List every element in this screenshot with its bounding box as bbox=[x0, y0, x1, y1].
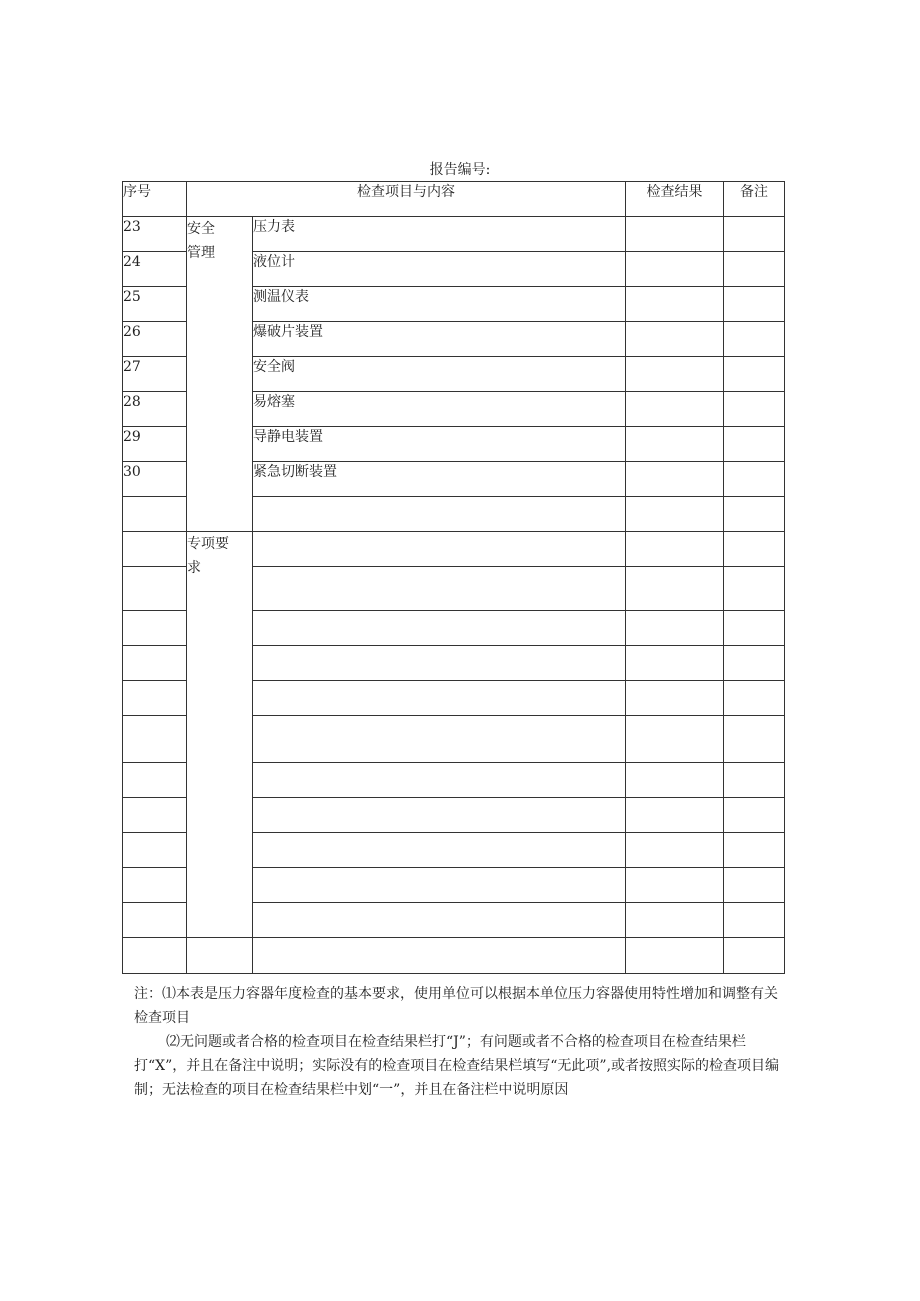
table-row bbox=[123, 532, 785, 567]
remark-cell[interactable] bbox=[724, 322, 785, 357]
remark-cell[interactable] bbox=[724, 938, 785, 974]
result-cell[interactable] bbox=[626, 868, 724, 903]
result-cell[interactable] bbox=[626, 763, 724, 798]
row-item: 导静电装置 bbox=[253, 427, 626, 462]
result-cell[interactable] bbox=[626, 646, 724, 681]
report-number-label: 报告编号: bbox=[429, 162, 491, 178]
row-seq bbox=[123, 611, 187, 646]
remark-cell[interactable] bbox=[724, 497, 785, 532]
header-seq: 序号 bbox=[123, 182, 187, 217]
result-cell[interactable] bbox=[626, 322, 724, 357]
row-item[interactable] bbox=[253, 938, 626, 974]
row-item[interactable] bbox=[253, 611, 626, 646]
row-seq bbox=[123, 763, 187, 798]
header-content: 检查项目与内容 bbox=[187, 182, 626, 217]
remark-cell[interactable] bbox=[724, 427, 785, 462]
result-cell[interactable] bbox=[626, 217, 724, 252]
remark-cell[interactable] bbox=[724, 217, 785, 252]
row-seq bbox=[123, 938, 187, 974]
row-seq: 29 bbox=[123, 427, 187, 462]
remark-cell[interactable] bbox=[724, 681, 785, 716]
category-label-line: 管理 bbox=[187, 245, 215, 261]
header-result: 检查结果 bbox=[626, 182, 724, 217]
remark-cell[interactable] bbox=[724, 357, 785, 392]
inspection-table bbox=[122, 181, 785, 974]
row-seq bbox=[123, 798, 187, 833]
row-item[interactable] bbox=[253, 798, 626, 833]
category-label-line: 专项要 bbox=[187, 536, 229, 552]
table-header-row bbox=[123, 182, 785, 217]
remark-cell[interactable] bbox=[724, 798, 785, 833]
row-seq bbox=[123, 868, 187, 903]
row-item: 压力表 bbox=[253, 217, 626, 252]
category-label-line: 求 bbox=[187, 560, 201, 576]
row-item[interactable] bbox=[253, 681, 626, 716]
row-seq: 26 bbox=[123, 322, 187, 357]
remark-cell[interactable] bbox=[724, 716, 785, 763]
result-cell[interactable] bbox=[626, 427, 724, 462]
row-seq bbox=[123, 716, 187, 763]
row-item[interactable] bbox=[253, 868, 626, 903]
remark-cell[interactable] bbox=[724, 763, 785, 798]
table-row bbox=[123, 938, 785, 974]
row-seq: 24 bbox=[123, 252, 187, 287]
row-item: 易熔塞 bbox=[253, 392, 626, 427]
row-seq bbox=[123, 567, 187, 611]
row-seq bbox=[123, 497, 187, 532]
result-cell[interactable] bbox=[724, 903, 785, 938]
row-seq: 27 bbox=[123, 357, 187, 392]
row-item: 爆破片装置 bbox=[253, 322, 626, 357]
category-cell bbox=[187, 938, 253, 974]
table-row bbox=[123, 217, 785, 252]
row-seq bbox=[123, 903, 187, 938]
row-seq bbox=[123, 833, 187, 868]
remark-cell[interactable] bbox=[724, 392, 785, 427]
row-item: 测温仪表 bbox=[253, 287, 626, 322]
row-item[interactable] bbox=[253, 763, 626, 798]
result-cell[interactable] bbox=[626, 716, 724, 763]
remark-cell[interactable] bbox=[724, 252, 785, 287]
row-seq bbox=[123, 646, 187, 681]
row-item[interactable] bbox=[253, 532, 626, 567]
row-seq: 30 bbox=[123, 462, 187, 497]
result-cell[interactable] bbox=[626, 567, 724, 611]
row-item[interactable] bbox=[626, 903, 724, 938]
result-cell[interactable] bbox=[626, 497, 724, 532]
result-cell[interactable] bbox=[626, 938, 724, 974]
row-seq: 28 bbox=[123, 392, 187, 427]
remark-cell[interactable] bbox=[724, 868, 785, 903]
row-item[interactable] bbox=[253, 716, 626, 763]
category-label-line: 安全 bbox=[187, 221, 215, 237]
remark-cell[interactable] bbox=[724, 646, 785, 681]
result-cell[interactable] bbox=[626, 392, 724, 427]
remark-cell[interactable] bbox=[724, 462, 785, 497]
result-cell[interactable] bbox=[626, 252, 724, 287]
remark-cell[interactable] bbox=[724, 287, 785, 322]
row-item: 安全阀 bbox=[253, 357, 626, 392]
result-cell[interactable] bbox=[626, 833, 724, 868]
result-cell[interactable] bbox=[626, 357, 724, 392]
remark-cell[interactable] bbox=[724, 611, 785, 646]
note-2: ⑵无问题或者合格的检查项目在检查结果栏打“J”；有问题或者不合格的检查项目在检查结果栏打“X”，并且在备注中说明；实际没有的检查项目在检查结果栏填写“无此项”,或者按照实际的检查项目编制；无法检查的项目在检查结果栏中划“一”，并且在备注栏中说明原因 bbox=[134, 1034, 780, 1098]
remark-cell[interactable] bbox=[724, 833, 785, 868]
row-item[interactable] bbox=[253, 497, 626, 532]
note-1: 注：⑴本表是压力容器年度检查的基本要求，使用单位可以根据本单位压力容器使用特性增加和调整有关检查项目 bbox=[134, 986, 778, 1026]
row-seq: 23 bbox=[123, 217, 187, 252]
row-item: 液位计 bbox=[253, 252, 626, 287]
row-item[interactable] bbox=[253, 833, 626, 868]
result-cell[interactable] bbox=[626, 798, 724, 833]
remark-cell[interactable] bbox=[724, 532, 785, 567]
result-cell[interactable] bbox=[626, 532, 724, 567]
row-item[interactable] bbox=[253, 646, 626, 681]
category-safety-management bbox=[187, 217, 253, 532]
result-cell[interactable] bbox=[626, 681, 724, 716]
notes-section bbox=[134, 982, 786, 1102]
row-seq: 25 bbox=[123, 287, 187, 322]
row-item[interactable] bbox=[253, 567, 626, 611]
category-special-requirements bbox=[187, 532, 253, 938]
category-cell bbox=[253, 903, 626, 938]
remark-cell[interactable] bbox=[724, 567, 785, 611]
result-cell[interactable] bbox=[626, 462, 724, 497]
row-seq bbox=[123, 681, 187, 716]
header-remark: 备注 bbox=[724, 182, 785, 217]
result-cell[interactable] bbox=[626, 287, 724, 322]
result-cell[interactable] bbox=[626, 611, 724, 646]
row-seq bbox=[123, 532, 187, 567]
row-item: 紧急切断装置 bbox=[253, 462, 626, 497]
